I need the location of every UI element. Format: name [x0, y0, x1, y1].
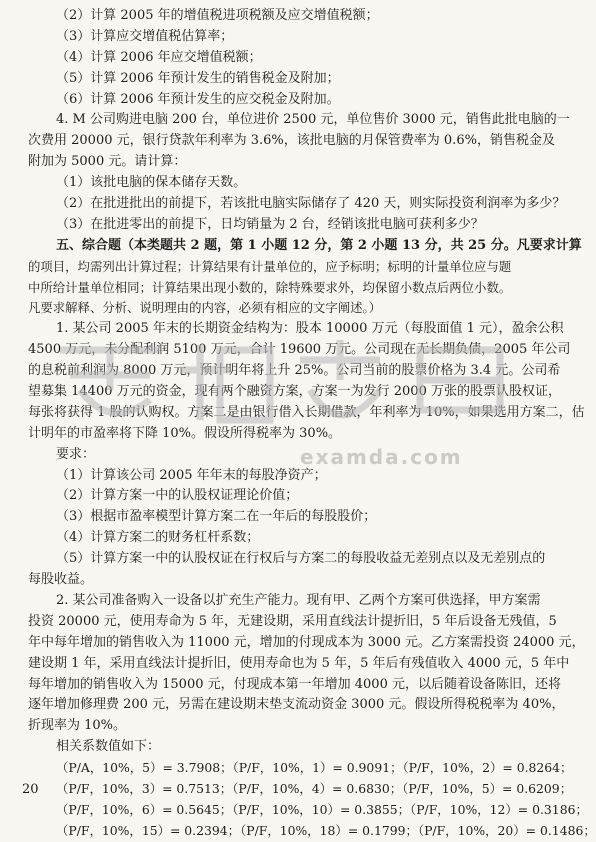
text-line: 望募集 14400 万元的资金，现有两个融资方案，方案一为发行 2000 万张的股票认股权证， [28, 384, 561, 400]
text-line: 逐年增加修理费 200 元，另需在建设期末垫支流动资金 3000 元。假设所得税税率为 40%， [28, 697, 565, 713]
text-line: 1. 某公司 2005 年末的长期资金结构为：股本 10000 万元（每股面值 1 元），盈余公积 [56, 321, 564, 337]
text-line: 建设期 1 年，采用直线法计提折旧，使用寿命也为 5 年，5 年后有残值收入 4000 元，5 年中 [28, 655, 570, 671]
text-line: （5）计算 2006 年预计发生的销售税金及附加； [56, 70, 340, 86]
text-line: 年中每年增加的销售收入为 11000 元，增加的付现成本为 3000 元。乙方案需投资 24000 元， [28, 634, 585, 650]
factor-line: （P/F，10%，15）= 0.2394；（P/F，10%，18）= 0.1799；（P/F，10%，20）= 0.1486； [56, 822, 596, 838]
text-line: 每年增加的销售收入为 15000 元，付现成本第一年增加 4000 元，以后随着设备陈旧，还将 [28, 676, 561, 692]
text-line: 附加为 5000 元。请计算： [28, 154, 187, 170]
text-line: 4. M 公司购进电脑 200 台，单位进价 2500 元，单位售价 3000 元，销售此批电脑的一 [56, 112, 570, 128]
text-line: （3）根据市盈率模型计算方案二在一年后的每股股价； [56, 509, 377, 525]
watermark-url: examda.com [300, 445, 463, 469]
factor-line: （P/A，10%，5）= 3.7908；（P/F，10%，1）= 0.9091；（P/F，10%，2）= 0.8264； [56, 760, 573, 776]
text-line: 每股收益。 [28, 572, 94, 588]
text-line: 计明年的市盈率将下降 10%。假设所得税率为 30%。 [28, 425, 342, 441]
text-line: 凡要求解释、分析、说明理由的内容，必须有相应的文字阐述。） [28, 300, 382, 316]
text-line: 每张将获得 1 股的认购权。方案二是由银行借入长期借款，年利率为 10%，如果选用方案二，估 [28, 404, 585, 420]
text-line: （1）计算该公司 2005 年年末的每股净资产； [56, 467, 327, 483]
document-body [28, 6, 585, 758]
text-line: （4）计算 2006 年应交增值税额； [56, 49, 262, 65]
text-line: 折现率为 10%。 [28, 718, 127, 734]
text-line: 要求： [56, 446, 96, 462]
factor-line: （P/F，10%，6）= 0.5645；（P/F，10%，10）= 0.3855；（P/F，10%，12）= 0.3186； [56, 801, 588, 817]
text-line: （3）计算应交增值税估算率； [56, 28, 234, 44]
text-line: 的息税前利润为 8000 万元，预计明年将上升 25%。公司当前的股票价格为 3.4 元。公司希 [28, 363, 561, 379]
text-line: （2）计算 2005 年的增值税进项税额及应交增值税额； [56, 8, 379, 23]
factor-table [28, 758, 596, 842]
text-line: （5）计算方案一中的认股权证在行权后与方案二的每股收益无差别点以及无差别点的 [56, 551, 546, 567]
text-line: （2）计算方案一中的认股权证理论价值； [56, 488, 299, 504]
factor-line: （P/F，10%，3）= 0.7513；（P/F，10%，4）= 0.6830；（P/F，10%，5）= 0.6209； [56, 780, 573, 796]
text-line: （2）在批进批出的前提下，若该批电脑实际储存了 420 天，则实际投资利润率为多少？ [56, 196, 566, 212]
document-page [28, 6, 596, 842]
text-line: （3）在批进零出的前提下，日均销量为 2 台，经销该批电脑可获利多少？ [56, 216, 484, 232]
text-line: 次费用 20000 元，银行贷款年利率为 3.6%，该批电脑的月保管费率为 0.6%，销售税金及 [28, 133, 555, 149]
text-line: 4500 万元，未分配利润 5100 万元，合计 19600 万元。公司现在无长期负债，2005 年公司 [28, 342, 571, 358]
text-line: （6）计算 2006 年预计发生的应交税金及附加。 [56, 91, 340, 107]
text-line: 2. 某公司准备购入一设备以扩充生产能力。现有甲、乙两个方案可供选择，甲方案需 [56, 592, 541, 608]
text-line: （4）计算方案二的财务杠杆系数； [56, 530, 260, 546]
page-number: 20 [22, 782, 39, 797]
text-line: 相关系数值如下： [56, 739, 161, 755]
text-line: 投资 20000 元，使用寿命为 5 年，无建设期，采用直线法计提折旧，5 年后设备无残值，5 [28, 613, 557, 629]
text-line: 中所给计量单位相同；计算结果出现小数的，除特殊要求外，均保留小数点后两位小数。 [28, 279, 512, 295]
text-line: 的项目，均需列出计算过程；计算结果有计量单位的，应予标明；标明的计量单位应与题 [28, 258, 512, 274]
text-line: （1）该批电脑的保本储存天数。 [56, 175, 247, 191]
text-line: 五、综合题（本类题共 2 题，第 1 小题 12 分，第 2 小题 13 分，共 25 分。凡要求计算 [56, 237, 582, 253]
